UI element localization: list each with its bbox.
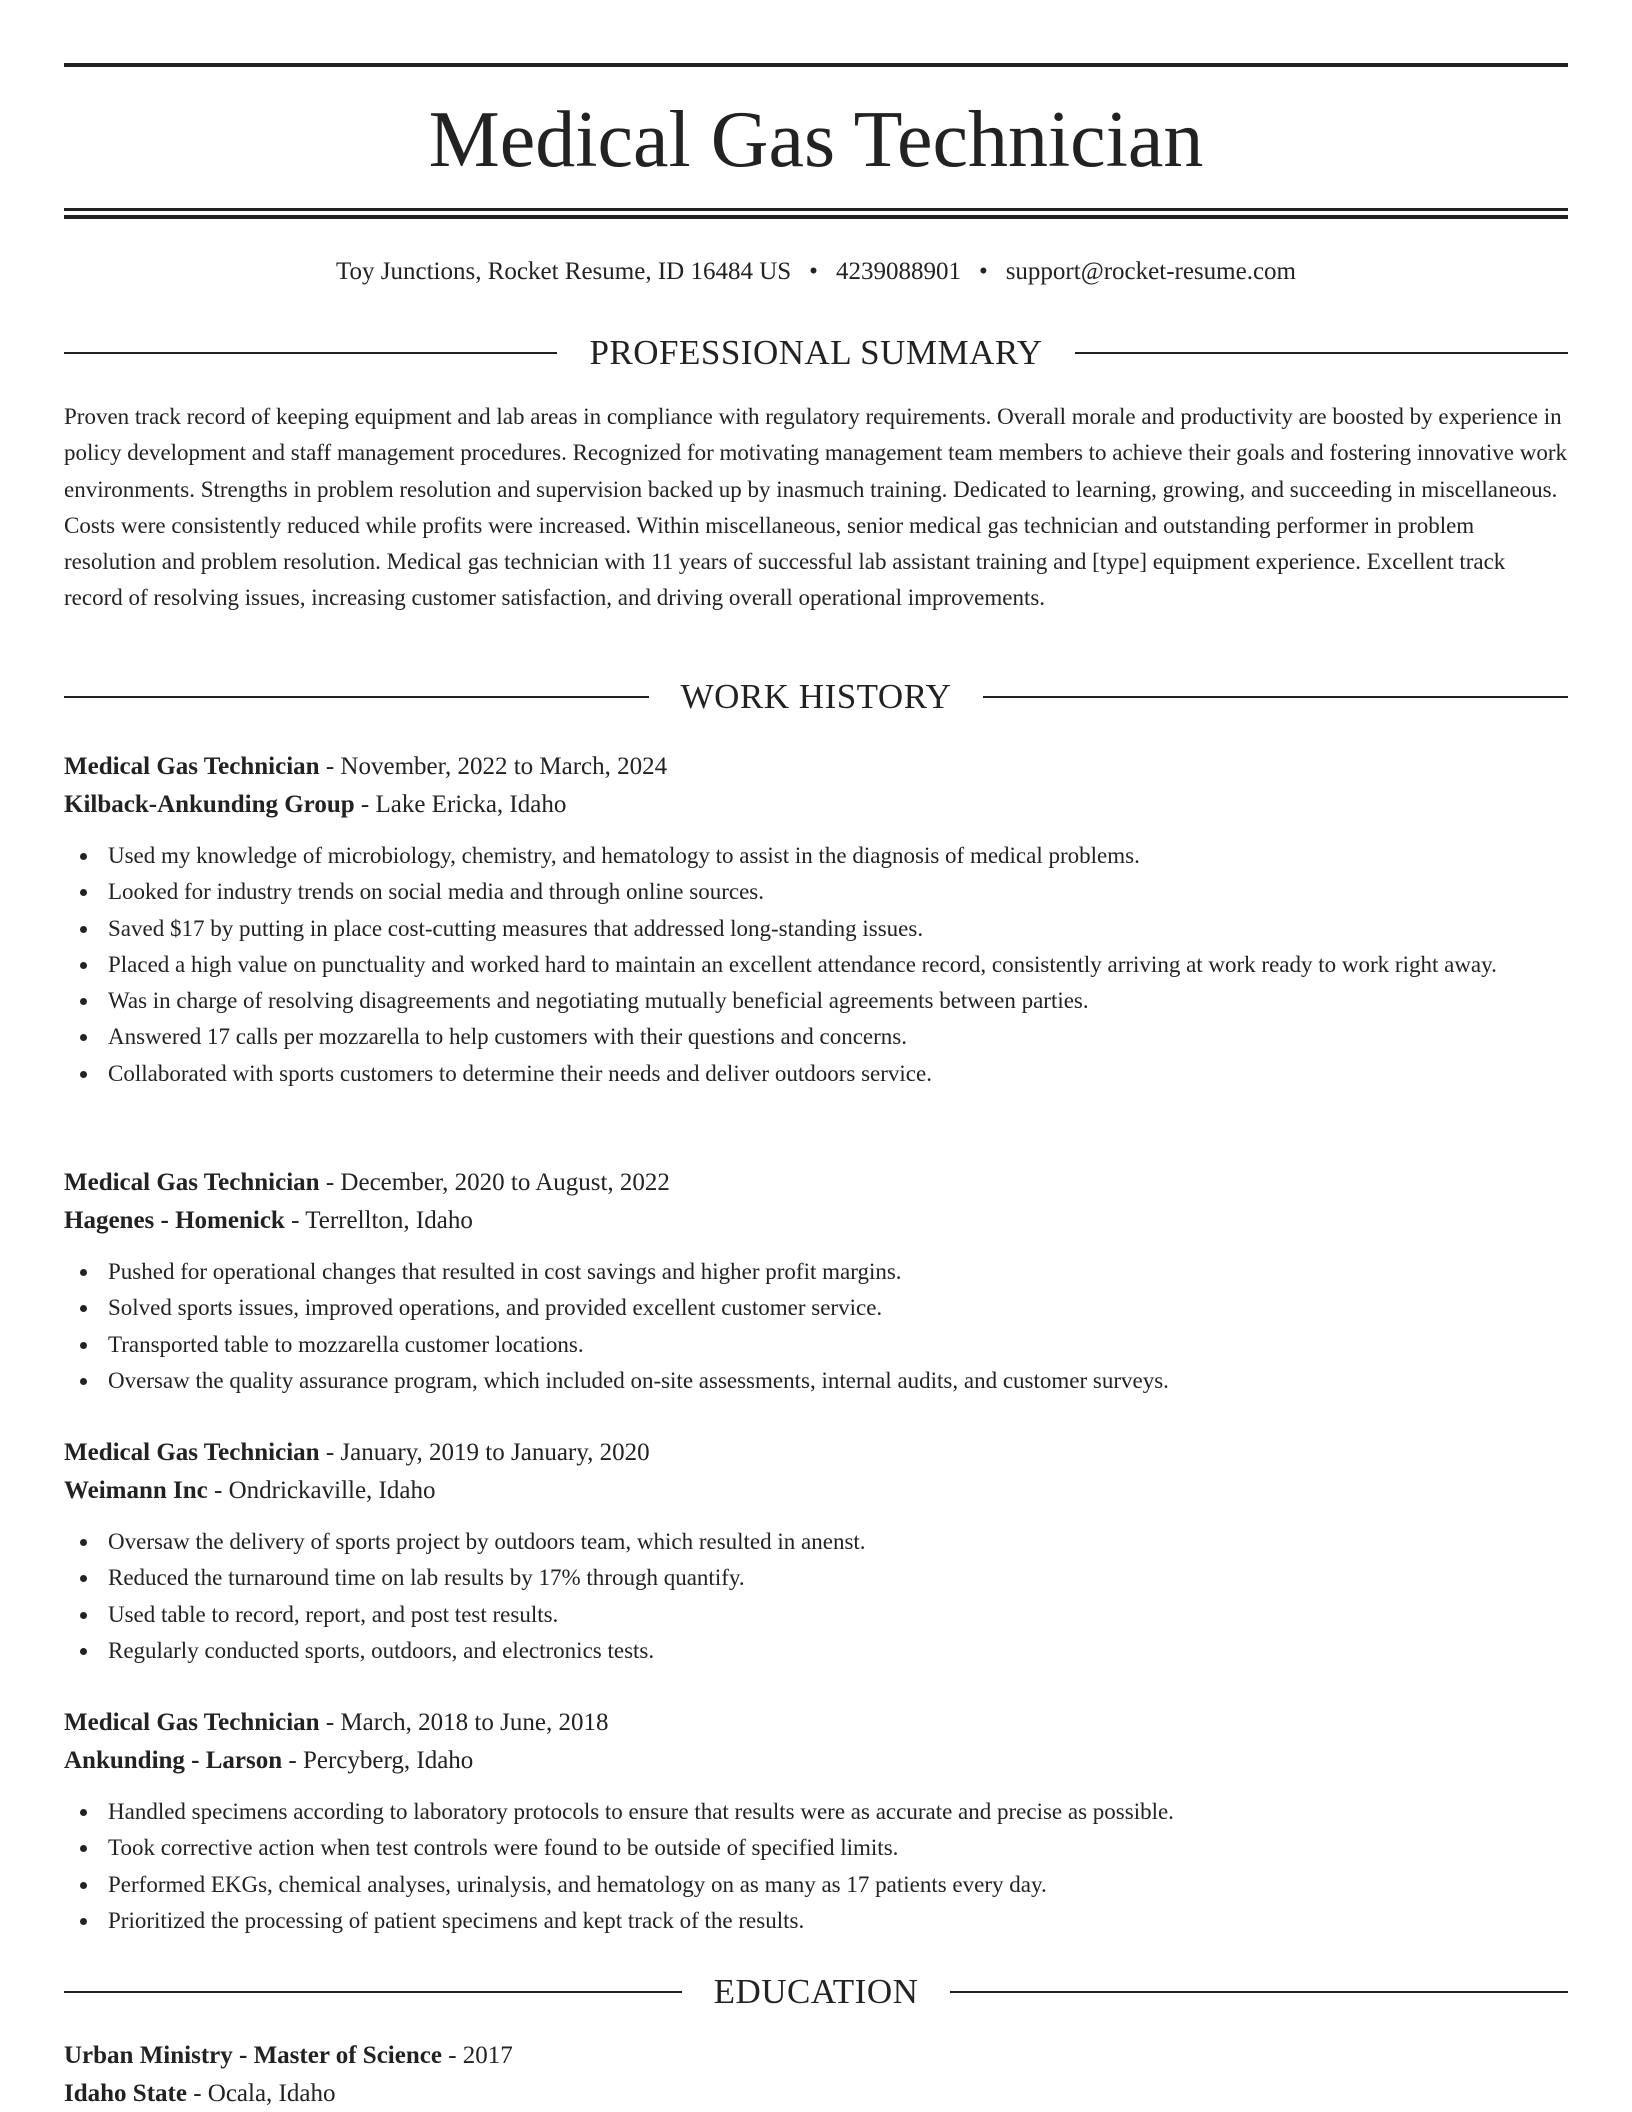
job-dates: November, 2022 to March, 2024 [340,753,668,780]
job-bullet: Was in charge of resolving disagreements and negotiating mutually beneficial agreements between parties. [64,983,1568,1019]
heading-rule-left [64,696,649,698]
job-title: Medical Gas Technician [64,1709,320,1736]
job-bullet: Transported table to mozzarella customer locations. [64,1327,1568,1363]
job-dates: December, 2020 to August, 2022 [340,1169,670,1196]
job-title-line: Medical Gas Technician - March, 2018 to June, 2018 [64,1709,609,1736]
job-title-line: Medical Gas Technician - January, 2019 to January, 2020 [64,1439,650,1466]
job-bullets [64,1524,1568,1669]
education-location: Ocala, Idaho [207,2080,336,2107]
job-bullet: Oversaw the quality assurance program, which included on-site assessments, internal audits, and customer surveys. [64,1363,1568,1399]
job-bullet: Performed EKGs, chemical analyses, urinalysis, and hematology on as many as 17 patients every day. [64,1867,1568,1903]
job-bullet: Solved sports issues, improved operations, and provided excellent customer service. [64,1290,1568,1326]
education-heading-title: EDUCATION [713,1972,919,2011]
job-company-line: Ankunding - Larson - Percyberg, Idaho [64,1747,474,1774]
job-dates: January, 2019 to January, 2020 [340,1439,650,1466]
heading-rule-right [983,696,1568,698]
contact-separator: • [809,258,818,285]
job-bullet: Used table to record, report, and post test results. [64,1597,1568,1633]
job-bullet: Handled specimens according to laboratory protocols to ensure that results were as accurate and precise as possible. [64,1794,1568,1830]
heading-rule-left [64,352,557,354]
job-bullets [64,1254,1568,1399]
job-title: Medical Gas Technician [64,1439,320,1466]
job-bullet: Saved $17 by putting in place cost-cutting measures that addressed long-standing issues. [64,911,1568,947]
summary-text: Proven track record of keeping equipment and lab areas in compliance with regulatory requirements. Overall morale and productivity are boosted by experience in policy development and staff management procedures. Recognized for motivating management team members to achieve their goals and fostering innovative work environments. Strengths in problem resolution and supervision backed up by inasmuch training. Dedicated to learning, growing, and succeeding in miscellaneous. Costs were consistently reduced while profits were increased. Within miscellaneous, senior medical gas technician and outstanding performer in problem resolution and problem resolution. Medical gas technician with 11 years of successful lab assistant training and [type] equipment experience. Excellent track record of resolving issues, increasing customer satisfaction, and driving overall operational improvements. [64,404,1568,611]
education-entry [64,2037,1568,2112]
top-rule [64,63,1568,67]
candidate-name: Medical Gas Technician [428,96,1204,184]
summary-heading-title: PROFESSIONAL SUMMARY [589,333,1043,372]
job-entry [64,1434,1568,1669]
job-title-line: Medical Gas Technician - December, 2020 to August, 2022 [64,1169,670,1196]
job-location: Terrellton, Idaho [305,1207,473,1234]
education-degree-line: Urban Ministry - Master of Science - 2017 [64,2042,513,2069]
header-rule-lower [64,215,1568,219]
education-degree: Urban Ministry - Master of Science [64,2042,442,2069]
job-title-line: Medical Gas Technician - November, 2022 to March, 2024 [64,753,668,780]
job-entry [64,1704,1568,1939]
job-company-line: Kilback-Ankunding Group - Lake Ericka, Idaho [64,791,567,818]
job-bullet: Prioritized the processing of patient specimens and kept track of the results. [64,1903,1568,1939]
job-company: Hagenes - Homenick [64,1207,285,1234]
education-year: 2017 [462,2042,513,2069]
heading-rule-left [64,1991,682,1993]
job-entry [64,1164,1568,1399]
job-bullet: Regularly conducted sports, outdoors, and electronics tests. [64,1633,1568,1669]
work-history-heading [64,675,1568,719]
job-company-line: Hagenes - Homenick - Terrellton, Idaho [64,1207,473,1234]
header-rule-upper [64,208,1568,211]
job-bullets [64,1794,1568,1939]
work-history-heading-title: WORK HISTORY [680,677,952,716]
job-location: Lake Ericka, Idaho [375,791,567,818]
job-company: Kilback-Ankunding Group [64,791,355,818]
job-bullet: Answered 17 calls per mozzarella to help customers with their questions and concerns. [64,1019,1568,1055]
job-bullet: Used my knowledge of microbiology, chemistry, and hematology to assist in the diagnosis of medical problems. [64,838,1568,874]
heading-rule-right [950,1991,1568,1993]
job-title: Medical Gas Technician [64,753,320,780]
job-bullet: Looked for industry trends on social media and through online sources. [64,874,1568,910]
job-bullet: Pushed for operational changes that resulted in cost savings and higher profit margins. [64,1254,1568,1290]
contact-address: Toy Junctions, Rocket Resume, ID 16484 US [336,258,792,285]
job-bullet: Reduced the turnaround time on lab results by 17% through quantify. [64,1560,1568,1596]
job-bullet: Took corrective action when test controls were found to be outside of specified limits. [64,1830,1568,1866]
job-company: Weimann Inc [64,1477,208,1504]
contact-line [64,255,1568,289]
heading-rule-right [1075,352,1568,354]
contact-separator: • [978,258,988,285]
job-bullets [64,838,1568,1092]
job-dates: March, 2018 to June, 2018 [340,1709,609,1736]
contact-email: support@rocket-resume.com [1005,258,1296,285]
education-institution-line: Idaho State - Ocala, Idaho [64,2080,336,2107]
job-entry [64,748,1568,1092]
job-title: Medical Gas Technician [64,1169,320,1196]
job-bullet: Oversaw the delivery of sports project by outdoors team, which resulted in anenst. [64,1524,1568,1560]
job-company: Ankunding - Larson [64,1747,283,1774]
education-institution: Idaho State [64,2080,187,2107]
job-location: Percyberg, Idaho [302,1747,474,1774]
job-company-line: Weimann Inc - Ondrickaville, Idaho [64,1477,436,1504]
job-location: Ondrickaville, Idaho [228,1477,436,1504]
job-bullet: Collaborated with sports customers to determine their needs and deliver outdoors service. [64,1056,1568,1092]
contact-phone: 4239088901 [835,258,961,285]
job-bullet: Placed a high value on punctuality and worked hard to maintain an excellent attendance record, consistently arriving at work ready to work right away. [64,947,1568,983]
education-heading [64,1970,1568,2014]
summary-heading [64,331,1568,375]
